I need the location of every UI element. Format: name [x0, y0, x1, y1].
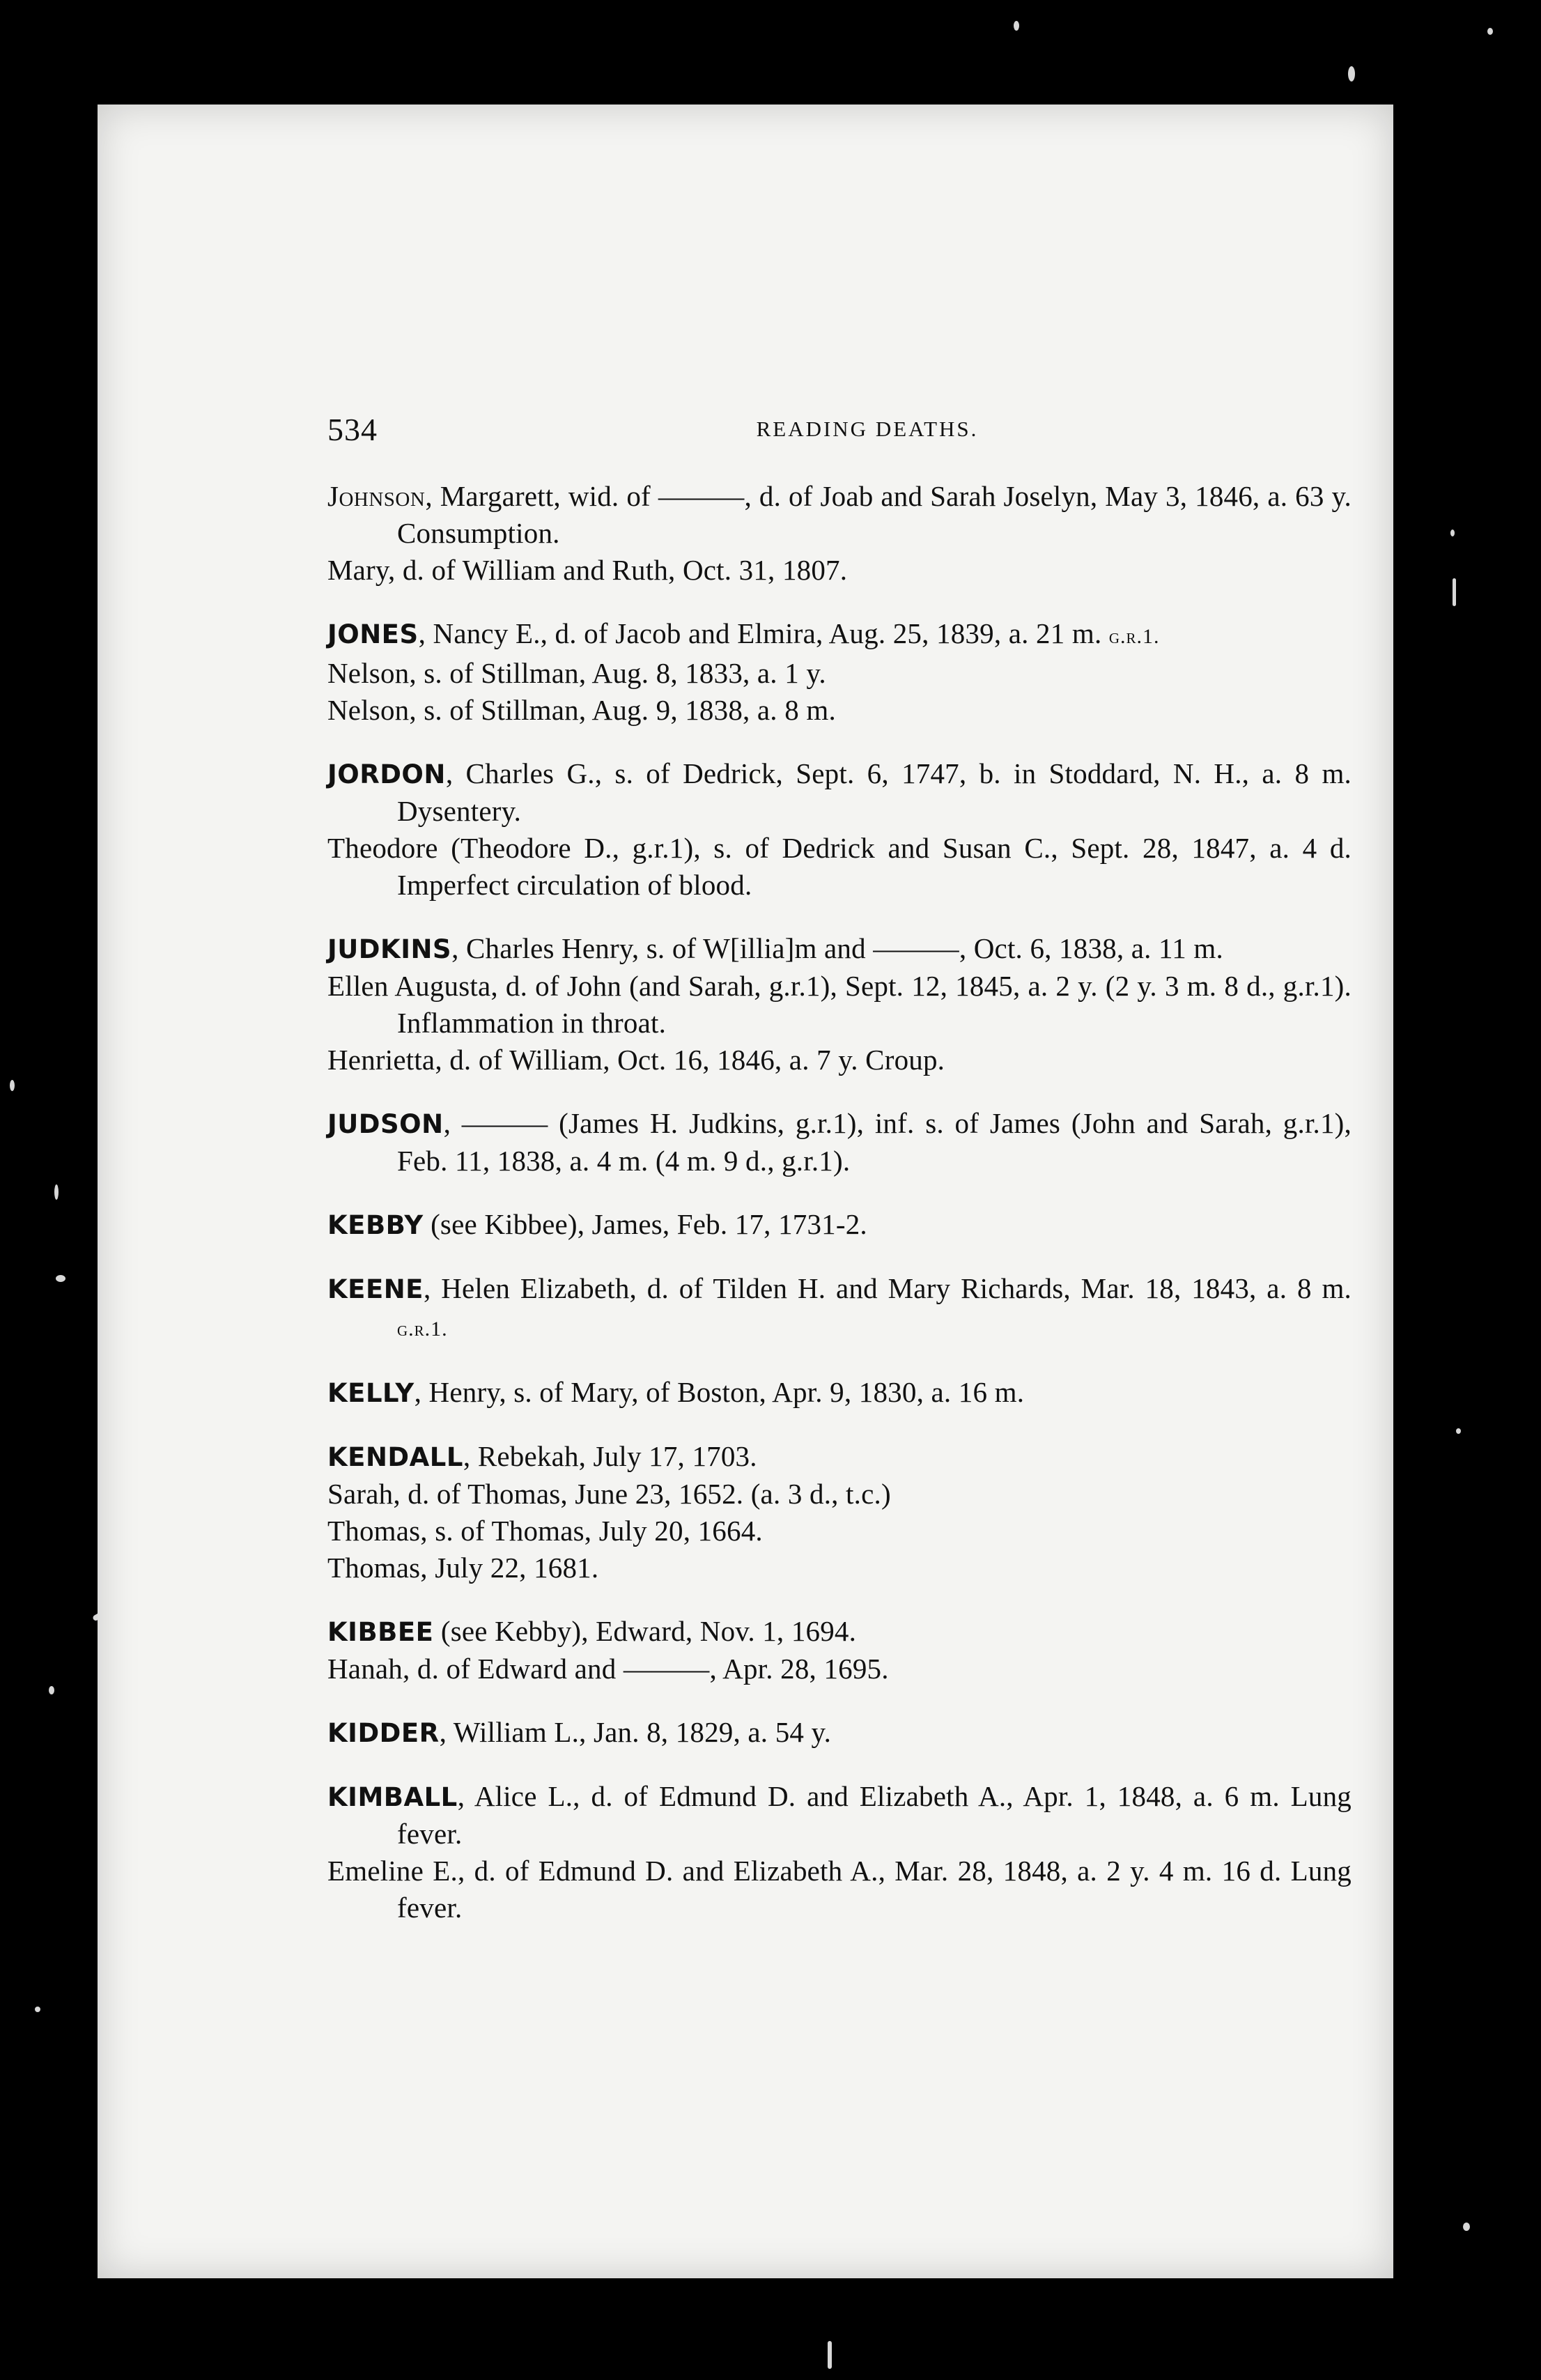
surname-heading: KEENE	[327, 1274, 424, 1304]
death-entry	[327, 930, 1352, 968]
surname-heading: Johnson	[327, 480, 426, 512]
surname-group	[327, 1374, 1352, 1412]
entry-text: , Rebekah, July 17, 1703.	[463, 1440, 757, 1472]
surname-group	[327, 1270, 1352, 1347]
surname-heading: JORDON	[327, 759, 446, 789]
entry-text: (see Kibbee), James, Feb. 17, 1731-2.	[423, 1208, 867, 1240]
running-head: READING DEATHS.	[756, 417, 979, 441]
entry-text: , Henry, s. of Mary, of Boston, Apr. 9, 1830, a. 16 m.	[414, 1376, 1025, 1408]
entry-text: Nelson, s. of Stillman, Aug. 9, 1838, a. 8 m.	[327, 694, 836, 726]
source-abbreviation: g.r.1.	[397, 1318, 448, 1340]
surname-group	[327, 1206, 1352, 1244]
death-entry	[327, 1778, 1352, 1853]
surname-heading: KELLY	[327, 1378, 415, 1408]
surname-heading: KIBBEE	[327, 1617, 434, 1647]
entry-text: , Charles Henry, s. of W[illia]m and ———, Oct. 6, 1838, a. 11 m.	[451, 932, 1223, 964]
dust-speck	[56, 1275, 65, 1282]
death-entry	[327, 692, 1352, 729]
entry-text: , Charles G., s. of Dedrick, Sept. 6, 1747, b. in Stoddard, N. H., a. 8 m. Dysentery.	[397, 757, 1352, 827]
surname-group	[327, 1438, 1352, 1586]
surname-heading: JONES	[327, 619, 419, 649]
death-entry	[327, 968, 1352, 1042]
surname-group	[327, 478, 1352, 589]
dust-speck	[1450, 530, 1455, 536]
death-entry	[327, 1476, 1352, 1513]
surname-group	[327, 1105, 1352, 1180]
entry-text: , Alice L., d. of Edmund D. and Elizabeth A., Apr. 1, 1848, a. 6 m. Lung fever.	[397, 1780, 1352, 1850]
page-number: 534	[327, 412, 378, 447]
death-entry	[327, 830, 1352, 904]
surname-group	[327, 1778, 1352, 1926]
entry-text: Ellen Augusta, d. of John (and Sarah, g.r.1), Sept. 12, 1845, a. 2 y. (2 y. 3 m. 8 d., g.r.1). Inflammation in throat.	[327, 970, 1352, 1039]
entry-text: Nelson, s. of Stillman, Aug. 8, 1833, a. 1 y.	[327, 657, 826, 689]
death-entry	[327, 1206, 1352, 1244]
entry-text: , Margarett, wid. of ———, d. of Joab and Sarah Joselyn, May 3, 1846, a. 63 y. Consumption.	[397, 480, 1352, 549]
death-entry	[327, 552, 1352, 589]
source-abbreviation: g.r.1.	[1108, 625, 1160, 648]
dust-speck	[1456, 1428, 1461, 1434]
surname-group	[327, 1714, 1352, 1752]
entry-text: , Helen Elizabeth, d. of Tilden H. and Mary Richards, Mar. 18, 1843, a. 8 m.	[423, 1272, 1352, 1304]
entry-text: Thomas, July 22, 1681.	[327, 1552, 599, 1584]
dust-speck	[10, 1080, 15, 1091]
dust-speck	[1487, 28, 1493, 35]
page-header	[327, 411, 1352, 467]
death-entry	[327, 1550, 1352, 1586]
surname-group	[327, 755, 1352, 904]
surname-heading: KIDDER	[327, 1718, 440, 1748]
dust-speck	[1014, 21, 1019, 31]
entry-text: Emeline E., d. of Edmund D. and Elizabeth A., Mar. 28, 1848, a. 2 y. 4 m. 16 d. Lung fever.	[327, 1855, 1352, 1924]
dust-speck	[1348, 66, 1355, 82]
death-entry	[327, 1613, 1352, 1651]
entry-text: Henrietta, d. of William, Oct. 16, 1846, a. 7 y. Croup.	[327, 1044, 945, 1076]
death-entry	[327, 1438, 1352, 1476]
entry-text: (see Kebby), Edward, Nov. 1, 1694.	[433, 1615, 857, 1647]
death-entry	[327, 755, 1352, 830]
death-entry	[327, 1270, 1352, 1347]
entry-text: , ——— (James H. Judkins, g.r.1), inf. s. of James (John and Sarah, g.r.1), Feb. 11, 1838, a. 4 m. (4 m. 9 d., g.r.1).	[397, 1107, 1352, 1177]
surname-heading: JUDSON	[327, 1109, 444, 1139]
dust-speck	[49, 1686, 54, 1694]
entry-text: Thomas, s. of Thomas, July 20, 1664.	[327, 1515, 763, 1547]
entry-text: , Nancy E., d. of Jacob and Elmira, Aug. 25, 1839, a. 21 m.	[418, 617, 1109, 649]
dust-speck	[35, 2007, 40, 2012]
entry-text: Theodore (Theodore D., g.r.1), s. of Dedrick and Susan C., Sept. 28, 1847, a. 4 d. Imperfect circulation of blood.	[327, 832, 1352, 901]
surname-group	[327, 930, 1352, 1079]
death-entry	[327, 1513, 1352, 1550]
dust-speck	[1463, 2223, 1470, 2231]
death-entry	[327, 1374, 1352, 1412]
death-entry	[327, 1105, 1352, 1180]
surname-group	[327, 1613, 1352, 1687]
surname-heading: KEBBY	[327, 1210, 424, 1240]
dust-speck	[1453, 578, 1456, 606]
page-content	[327, 411, 1352, 1953]
death-entry	[327, 478, 1352, 552]
surname-heading: KENDALL	[327, 1442, 463, 1472]
death-entry	[327, 1853, 1352, 1926]
book-page	[98, 105, 1393, 2278]
entry-text: Mary, d. of William and Ruth, Oct. 31, 1807.	[327, 554, 848, 586]
entry-text: Hanah, d. of Edward and ———, Apr. 28, 1695.	[327, 1653, 889, 1685]
death-entry	[327, 1042, 1352, 1079]
surname-group	[327, 615, 1352, 729]
death-entry	[327, 1651, 1352, 1687]
death-entry	[327, 615, 1352, 655]
surname-heading: JUDKINS	[327, 934, 452, 964]
death-record-list	[327, 478, 1352, 1926]
death-entry	[327, 1714, 1352, 1752]
entry-text: , William L., Jan. 8, 1829, a. 54 y.	[439, 1716, 832, 1748]
death-entry	[327, 655, 1352, 692]
dust-speck	[54, 1184, 59, 1200]
dust-speck	[828, 2341, 832, 2369]
surname-heading: KIMBALL	[327, 1782, 458, 1812]
entry-text: Sarah, d. of Thomas, June 23, 1652. (a. 3 d., t.c.)	[327, 1478, 891, 1510]
